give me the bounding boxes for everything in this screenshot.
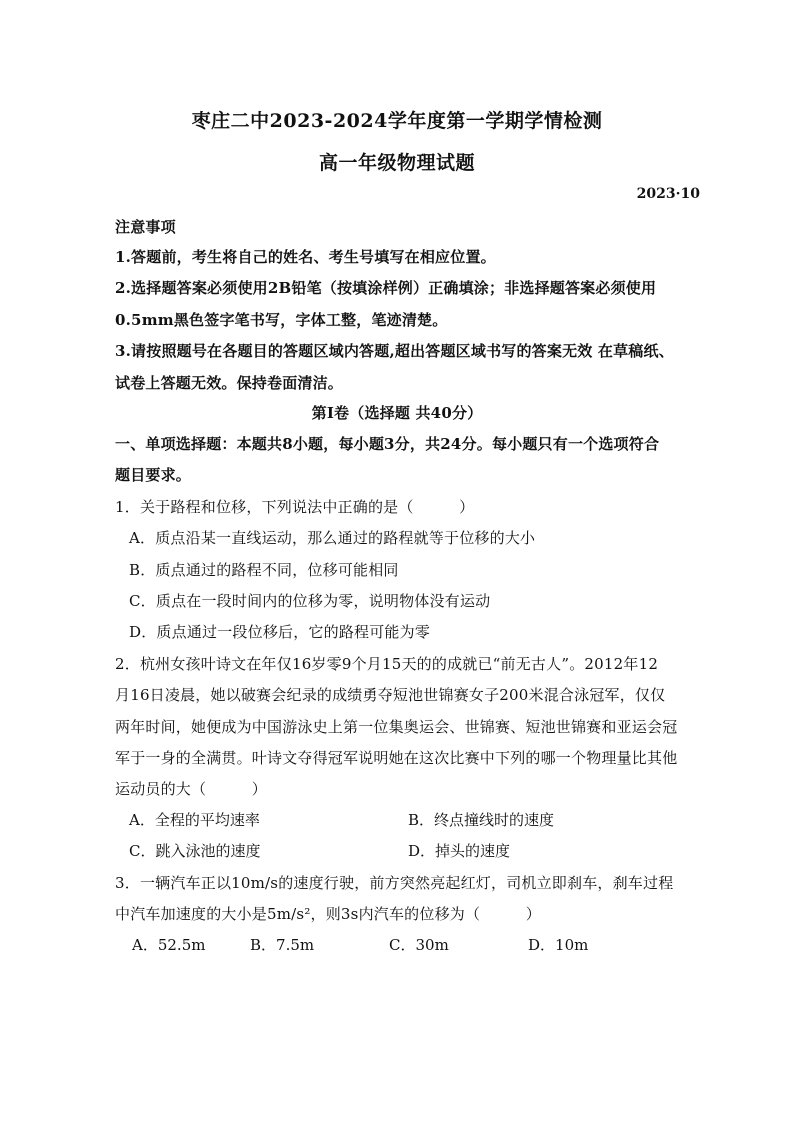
q2-option-a: A．全程的平均速率 xyxy=(129,811,260,829)
q2-stem-line: 月16日凌晨，她以破赛会纪录的成绩勇夺短池世锦赛女子200米混合泳冠军，仅仅 xyxy=(115,686,666,704)
section-instruction: 一、单项选择题：本题共8小题，每小题3分，共24分。每小题只有一个选项符合 xyxy=(115,435,660,453)
q1-stem: 1．关于路程和位移，下列说法中正确的是（ ） xyxy=(115,498,475,516)
notice-item: 3.请按照题号在各题目的答题区域内答题,超出答题区域书写的答案无效 在草稿纸、 xyxy=(115,342,674,360)
q1-option-b: B．质点通过的路程不同，位移可能相同 xyxy=(129,561,399,579)
exam-subtitle: 高一年级物理试题 xyxy=(318,152,475,174)
q2-stem-line: 军于一身的全满贯。叶诗文夺得冠军说明她在这次比赛中下列的哪一个物理量比其他 xyxy=(115,749,678,767)
q2-stem-line: 运动员的大（ ） xyxy=(115,780,268,798)
q2-option-b: B．终点撞线时的速度 xyxy=(408,811,555,829)
q3-stem-line: 中汽车加速度的大小是5m/s²，则3s内汽车的位移为（ ） xyxy=(115,905,541,923)
q2-stem-line: 2．杭州女孩叶诗文在年仅16岁零9个月15天的的成就已“前无古人”。2012年12 xyxy=(115,655,659,673)
section-instruction: 题目要求。 xyxy=(115,466,192,484)
exam-title: 枣庄二中2023-2024学年度第一学期学情检测 xyxy=(191,110,603,132)
q3-stem-line: 3．一辆汽车正以10m/s的速度行驶，前方突然亮起红灯，司机立即刹车，刹车过程 xyxy=(115,874,674,892)
q1-option-c: C．质点在一段时间内的位移为零，说明物体没有运动 xyxy=(129,592,491,610)
q3-option-c: C．30m xyxy=(389,936,449,954)
notice-item: 1.答题前，考生将自己的姓名、考生号填写在相应位置。 xyxy=(115,248,496,266)
notice-item: 2.选择题答案必须使用2B铅笔（按填涂样例）正确填涂；非选择题答案必须使用 xyxy=(115,279,657,297)
exam-date: 2023·10 xyxy=(636,186,700,202)
q2-option-d: D．掉头的速度 xyxy=(408,842,511,860)
notice-heading: 注意事项 xyxy=(115,218,176,236)
notice-item: 0.5mm黑色签字笔书写，字体工整，笔迹清楚。 xyxy=(115,311,448,329)
notice-item: 试卷上答题无效。保持卷面清洁。 xyxy=(115,374,344,392)
q3-option-d: D．10m xyxy=(528,936,589,954)
q1-option-d: D．质点通过一段位移后，它的路程可能为零 xyxy=(129,623,431,641)
q2-stem-line: 两年时间，她便成为中国游泳史上第一位集奥运会、世锦赛、短池世锦赛和亚运会冠 xyxy=(115,718,678,736)
q2-option-c: C．跳入泳池的速度 xyxy=(129,842,261,860)
q3-option-b: B．7.5m xyxy=(250,936,315,954)
q3-option-a: A．52.5m xyxy=(132,936,206,954)
section-title: 第Ⅰ卷（选择题 共40分） xyxy=(311,404,483,422)
q1-option-a: A．质点沿某一直线运动，那么通过的路程就等于位移的大小 xyxy=(129,529,536,547)
